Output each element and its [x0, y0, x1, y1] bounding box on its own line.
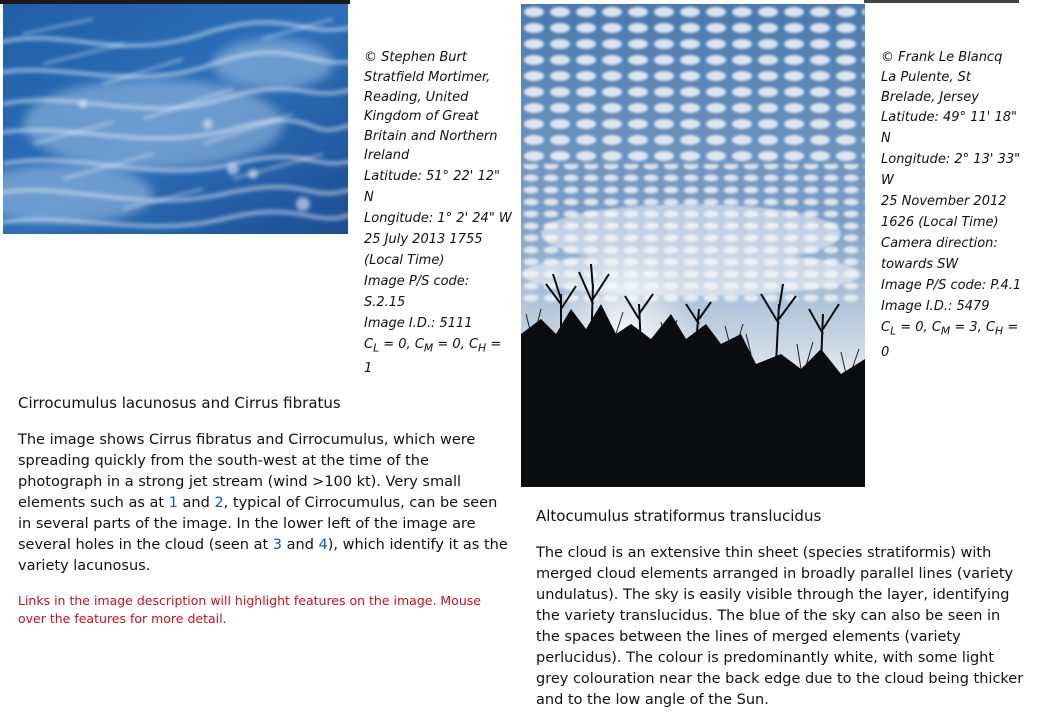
feature-link-2[interactable]: 2 [214, 495, 224, 511]
links-note: Links in the image description will highlight features on the image. Mouse over the features for more detail. [18, 593, 481, 626]
location: La Pulente, St Brelade, Jersey [881, 70, 979, 105]
image-metadata [881, 47, 1029, 363]
cloud-photo-left[interactable] [3, 4, 348, 234]
top-border [864, 0, 1019, 3]
cloud-description: The cloud is an extensive thin sheet (species stratiformis) with merged cloud elements arranged in broadly parallel lines (variety undulatus). The sky is easily visible through the layer, identifying the variety translucidus. The blue of the sky can also be seen in the spaces between the lines of merged elements (variety perlucidus). The colour is predominantly white, with some light grey colouration near the back edge due to the cloud being thicker and to the low angle of the Sun. [536, 545, 1024, 708]
photo-credit: © Frank Le Blancq [881, 50, 1003, 65]
image-id: Image I.D.: 5111 [364, 315, 473, 331]
cloud-title: Cirrocumulus lacunosus and Cirrus fibratus [18, 394, 341, 412]
longitude: Longitude: 1° 2' 24" W [364, 210, 512, 226]
latitude: Latitude: 49° 11' 18" N [881, 110, 1017, 146]
feature-link-3[interactable]: 3 [272, 537, 283, 553]
feature-link-4[interactable]: 4 [318, 537, 328, 553]
cloud-photo-right[interactable] [521, 4, 865, 487]
photo-credit: © Stephen Burt [364, 50, 467, 65]
latitude: Latitude: 51° 22' 12" N [364, 168, 500, 205]
cloud-description: The image shows Cirrus fibratus and Cirrocumulus, which were spreading quickly from the south-west at the time of the photograph in a strong jet stream (wind >100 kt). Very small elements such as at 1 and 2, typical of Cirrocumulus, can be seen in several parts of the image. In the lower left of the image are several holes in the cloud (seen at 3 and 4), which identify it as the variety lacunosus. [18, 432, 508, 574]
feature-link-1[interactable]: 1 [168, 495, 178, 511]
ps-code: Image P/S code: S.2.15 [364, 273, 470, 310]
longitude: Longitude: 2° 13' 33" W [881, 152, 1021, 188]
cloud-title: Altocumulus stratiformus translucidus [536, 507, 822, 525]
ps-code: Image P/S code: P.4.1 [881, 278, 1022, 293]
date: 25 November 2012 [881, 194, 1007, 209]
camera-direction: Camera direction: towards SW [881, 236, 998, 272]
cloud-codes: $C_L = 0$, $C_M = 3$, $C_H = 0$ [881, 320, 1019, 360]
cloud-codes: $C_L = 0$, $C_M = 0$, $C_H = 1$ [364, 336, 502, 377]
time: 1626 (Local Time) [881, 215, 999, 230]
image-id: Image I.D.: 5479 [881, 299, 990, 314]
image-metadata [364, 47, 512, 379]
date-time: 25 July 2013 1755 (Local Time) [364, 231, 483, 268]
location: Stratfield Mortimer, Reading, United Kingdom of Great Britain and Northern Ireland [364, 70, 498, 163]
